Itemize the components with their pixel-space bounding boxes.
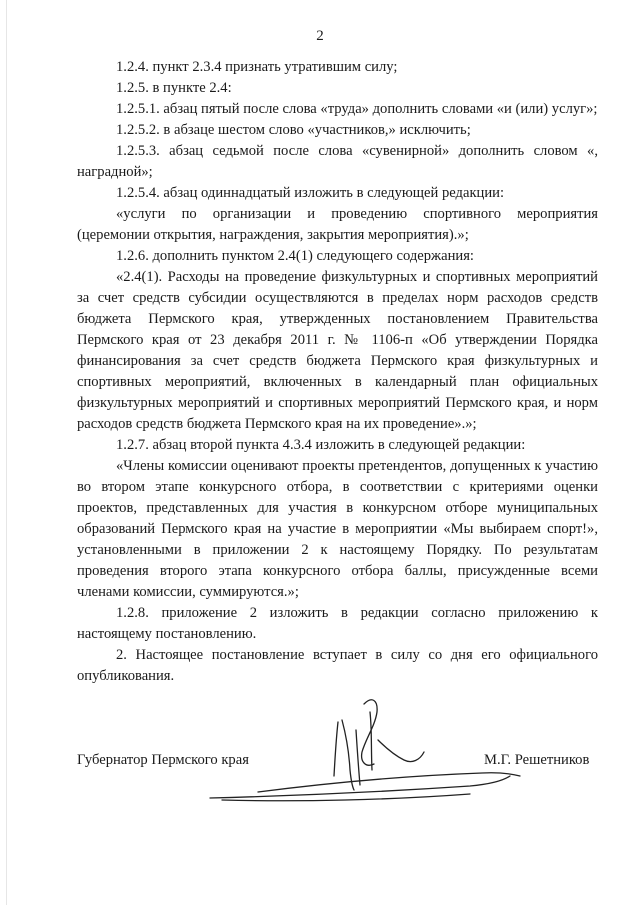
paragraph: «2.4(1). Расходы на проведение физкультурных и спортивных мероприятий за счет средств субсидии осуществляются в пределах норм расходов средств бюджета Пермского края, утвержденных постановлением Правительства Пермского края от 23 декабря 2011 г. № 1106-п «Об утверждении Порядка финансирования за счет средств бюджета Пермского края физкультурных и спортивных мероприятий, включенных в календарный план официальных физкультурных мероприятий и спортивных мероприятий Пермского края, и норм расходов средств бюджета Пермского края на их проведение».»; bbox=[77, 269, 598, 432]
document-body bbox=[77, 57, 598, 687]
paragraph: 1.2.8. приложение 2 изложить в редакции согласно приложению к настоящему постановлению. bbox=[77, 605, 598, 642]
signatory-position: Губернатор Пермского края bbox=[77, 752, 249, 768]
page-number: 2 bbox=[316, 28, 324, 44]
paragraph: «услуги по организации и проведению спортивного мероприятия (церемонии открытия, награждения, закрытия мероприятия).»; bbox=[77, 206, 598, 243]
paragraph: 1.2.4. пункт 2.3.4 признать утратившим силу; bbox=[116, 59, 398, 75]
paragraph: 1.2.5. в пункте 2.4: bbox=[116, 80, 232, 96]
signatory-name: М.Г. Решетников bbox=[484, 752, 590, 768]
scan-edge bbox=[6, 0, 7, 905]
paragraph: 2. Настоящее постановление вступает в силу со дня его официального опубликования. bbox=[77, 647, 598, 684]
paragraph: 1.2.5.1. абзац пятый после слова «труда» дополнить словами «и (или) услуг»; bbox=[116, 101, 598, 117]
paragraph: «Члены комиссии оценивают проекты претендентов, допущенных к участию во втором этапе конкурсного отбора, в соответствии с критериями оценки проектов, представленных для участия в конкурсном отборе муниципальных образований Пермского края на участие в мероприятии «Мы выбираем спорт!», установленными в приложении 2 к настоящему Порядку. По результатам проведения второго этапа конкурсного отбора баллы, присужденные всеми членами комиссии, суммируются.»; bbox=[77, 458, 598, 600]
paragraph: 1.2.6. дополнить пунктом 2.4(1) следующего содержания: bbox=[116, 248, 474, 264]
paragraph: 1.2.5.3. абзац седьмой после слова «сувенирной» дополнить словом «, наградной»; bbox=[77, 143, 598, 180]
paragraph: 1.2.5.2. в абзаце шестом слово «участников,» исключить; bbox=[116, 122, 471, 138]
paragraph: 1.2.7. абзац второй пункта 4.3.4 изложить в следующей редакции: bbox=[116, 437, 526, 453]
paragraph: 1.2.5.4. абзац одиннадцатый изложить в следующей редакции: bbox=[116, 185, 505, 201]
